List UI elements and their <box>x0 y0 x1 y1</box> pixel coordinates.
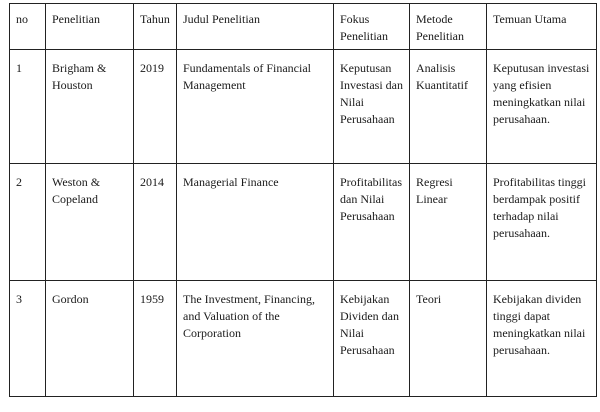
cell-metode: Teori <box>410 281 487 397</box>
cell-metode: Analisis Kuantitatif <box>410 50 487 164</box>
header-penelitian: Penelitian <box>46 4 134 50</box>
cell-penelitian: Weston & Copeland <box>46 164 134 281</box>
cell-no: 3 <box>10 281 46 397</box>
table-row <box>10 281 597 397</box>
cell-no: 1 <box>10 50 46 164</box>
header-temuan: Temuan Utama <box>487 4 597 50</box>
table-row <box>10 50 597 164</box>
header-fokus: Fokus Penelitian <box>334 4 410 50</box>
header-judul: Judul Penelitian <box>177 4 334 50</box>
cell-temuan: Keputusan investasi yang efisien meningkatkan nilai perusahaan. <box>487 50 597 164</box>
cell-tahun: 2019 <box>134 50 177 164</box>
table-header-row <box>10 4 597 50</box>
cell-temuan: Profitabilitas tinggi berdampak positif terhadap nilai perusahaan. <box>487 164 597 281</box>
cell-penelitian: Gordon <box>46 281 134 397</box>
cell-fokus: Keputusan Investasi dan Nilai Perusahaan <box>334 50 410 164</box>
cell-tahun: 1959 <box>134 281 177 397</box>
cell-metode: Regresi Linear <box>410 164 487 281</box>
cell-temuan: Kebijakan dividen tinggi dapat meningkatkan nilai perusahaan. <box>487 281 597 397</box>
cell-penelitian: Brigham & Houston <box>46 50 134 164</box>
header-tahun: Tahun <box>134 4 177 50</box>
table-row <box>10 164 597 281</box>
cell-fokus: Kebijakan Dividen dan Nilai Perusahaan <box>334 281 410 397</box>
header-no: no <box>10 4 46 50</box>
cell-judul: Fundamentals of Financial Management <box>177 50 334 164</box>
research-table <box>9 3 597 397</box>
cell-judul: The Investment, Financing, and Valuation of the Corporation <box>177 281 334 397</box>
header-metode: Metode Penelitian <box>410 4 487 50</box>
cell-judul: Managerial Finance <box>177 164 334 281</box>
cell-no: 2 <box>10 164 46 281</box>
cell-fokus: Profitabilitas dan Nilai Perusahaan <box>334 164 410 281</box>
cell-tahun: 2014 <box>134 164 177 281</box>
